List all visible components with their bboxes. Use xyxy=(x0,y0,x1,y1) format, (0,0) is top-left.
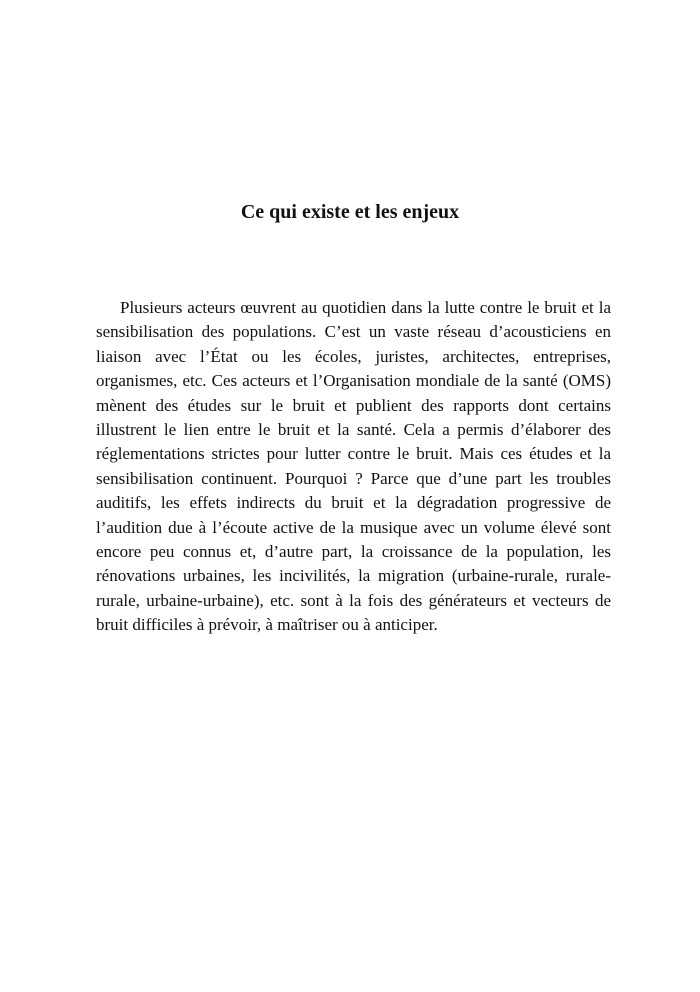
body-paragraph: Plusieurs acteurs œuvrent au quotidien dans la lutte contre le bruit et la sensibilisation des populations. C’est un vaste réseau d’acousticiens en liaison avec l’État ou les écoles, juristes, architectes, entreprises, organismes, etc. Ces acteurs et l’Organisation mondiale de la santé (OMS) mènent des études sur le bruit et publient des rapports dont certains illustrent le lien entre le bruit et la santé. Cela a permis d’élaborer des réglementations strictes pour lutter contre le bruit. Mais ces études et la sensibilisation continuent. Pourquoi ? Parce que d’une part les troubles auditifs, les effets indirects du bruit et la dégradation progressive de l’audition due à l’écoute active de la musique avec un volume élevé sont encore peu connus et, d’autre part, la croissance de la population, les rénovations urbaines, les incivilités, la migration (urbaine-rurale, rurale-rurale, urbaine-urbaine), etc. sont à la fois des générateurs et vecteurs de bruit difficiles à prévoir, à maîtriser ou à anticiper. xyxy=(96,298,611,635)
section-title: Ce qui existe et les enjeux xyxy=(240,201,460,223)
